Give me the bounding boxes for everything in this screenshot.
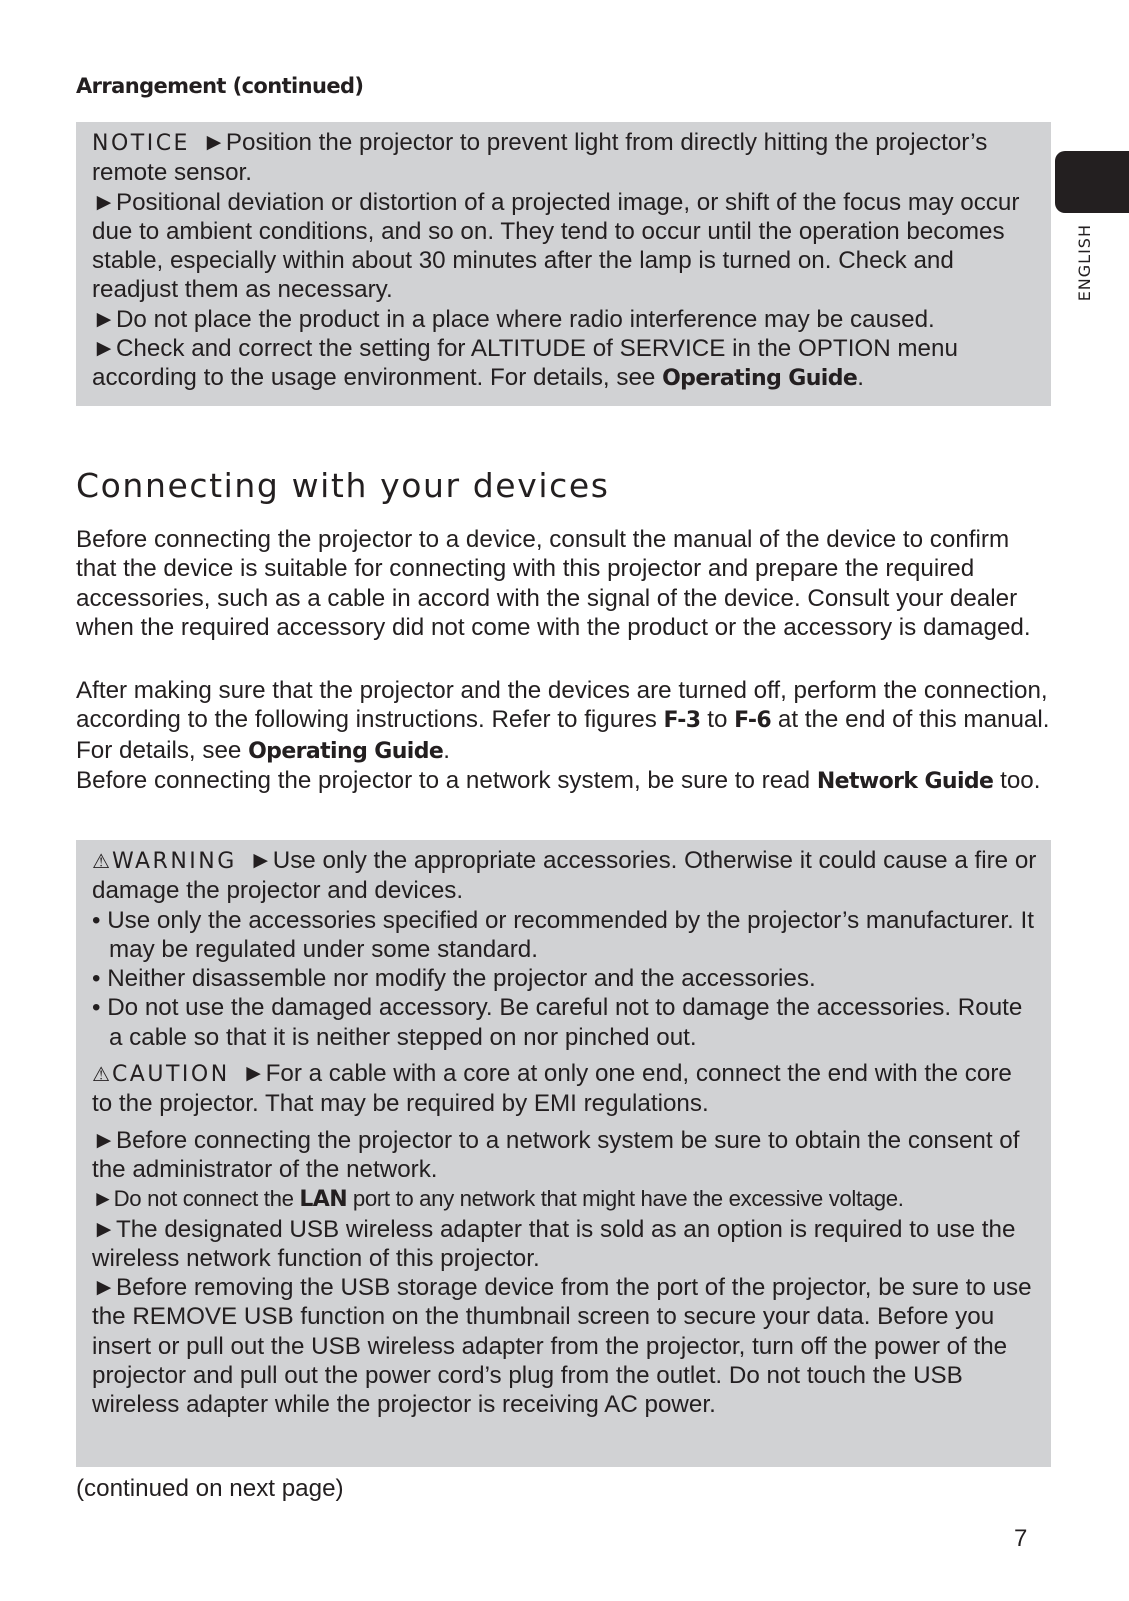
operating-guide-reference: Operating Guide <box>248 738 444 764</box>
caution-item-1: ►Before connecting the projector to a network system be sure to obtain the consent of the administrator of the network. <box>92 1126 1020 1183</box>
notice-box <box>76 122 1051 406</box>
notice-item-2: ►Positional deviation or distortion of a projected image, or shift of the focus may occur due to ambient conditions, and so on. They tend to occur until the operation becomes stable, especially within about 30 minutes after the lamp is turned on. Check and readjust them as necessary. <box>92 188 1020 304</box>
notice-item-3: ►Do not place the product in a place where radio interference may be caused. <box>92 305 935 333</box>
caution-item-2: ►Do not connect the LAN port to any network that might have the excessive voltage. <box>92 1186 904 1213</box>
lan-port-reference: LAN <box>299 1187 348 1213</box>
notice-item-4: ►Check and correct the setting for ALTITUDE of SERVICE in the OPTION menu according to the usage environment. For details, see Operating Guide. <box>92 335 958 392</box>
notice-label: NOTICE <box>92 131 190 156</box>
warning-lead: ⚠WARNING ►Use only the appropriate accessories. Otherwise it could cause a fire or damage the projector and devices. <box>92 847 1037 905</box>
page-number: 7 <box>1014 1525 1028 1552</box>
warning-caution-box <box>76 840 1051 1467</box>
instruction-paragraph: After making sure that the projector and the devices are turned off, perform the connection, according to the following instructions. Refer to figures F-3 to F-6 at the end of this manual. For details, see Operating Guide. Before connecting the projector to a network system, be sure to read Network Guide too. <box>76 676 1051 796</box>
section-subheading: Arrangement (continued) <box>76 74 364 98</box>
intro-paragraph: Before connecting the projector to a device, consult the manual of the device to confirm that the device is suitable for connecting with this projector and prepare the required accessories, such as a cable in accord with the signal of the device. Consult your dealer when the required accessory did not come with the product or the accessory is damaged. <box>76 526 1031 641</box>
warning-label: WARNING <box>111 849 237 874</box>
caution-item-3: ►The designated USB wireless adapter that is sold as an option is required to use the wireless network function of this projector. <box>92 1215 1016 1272</box>
notice-item-1: NOTICE ►Position the projector to prevent light from directly hitting the projector’s remote sensor. <box>92 129 988 187</box>
caution-item-4: ►Before removing the USB storage device from the port of the projector, be sure to use the REMOVE USB function on the thumbnail screen to secure your data. Before you insert or pull out the USB wireless adapter from the projector, turn off the power of the projector and pull out the power cord’s plug from the outlet. Do not touch the USB wireless adapter while the projector is receiving AC power. <box>92 1274 1032 1419</box>
network-guide-reference: Network Guide <box>816 768 994 794</box>
warning-bullet: • Do not use the damaged accessory. Be careful not to damage the accessories. Route a cable so that it is neither stepped on nor pinched out. <box>92 994 1023 1051</box>
warning-bullet: • Use only the accessories specified or recommended by the projector’s manufacturer. It may be regulated under some standard. <box>92 906 1034 963</box>
caution-label: CAUTION <box>111 1062 230 1088</box>
figure-reference-end: F-6 <box>734 708 772 734</box>
figure-reference-start: F-3 <box>663 708 701 734</box>
section-title: Connecting with your devices <box>76 466 610 505</box>
warning-bullet: • Neither disassemble nor modify the projector and the accessories. <box>92 965 816 993</box>
continued-note: (continued on next page) <box>76 1475 344 1502</box>
language-tab-marker <box>1055 151 1129 213</box>
warning-icon: ⚠ <box>92 849 110 873</box>
operating-guide-reference: Operating Guide <box>662 366 858 392</box>
network-paragraph: Before connecting the projector to a network system, be sure to read Network Guide too. <box>76 766 1041 794</box>
caution-icon: ⚠ <box>92 1062 110 1087</box>
language-label: ENGLISH <box>1074 224 1094 302</box>
caution-lead: ⚠CAUTION ►For a cable with a core at only one end, connect the end with the core to the projector. That may be required by EMI regulations. <box>92 1060 1012 1118</box>
